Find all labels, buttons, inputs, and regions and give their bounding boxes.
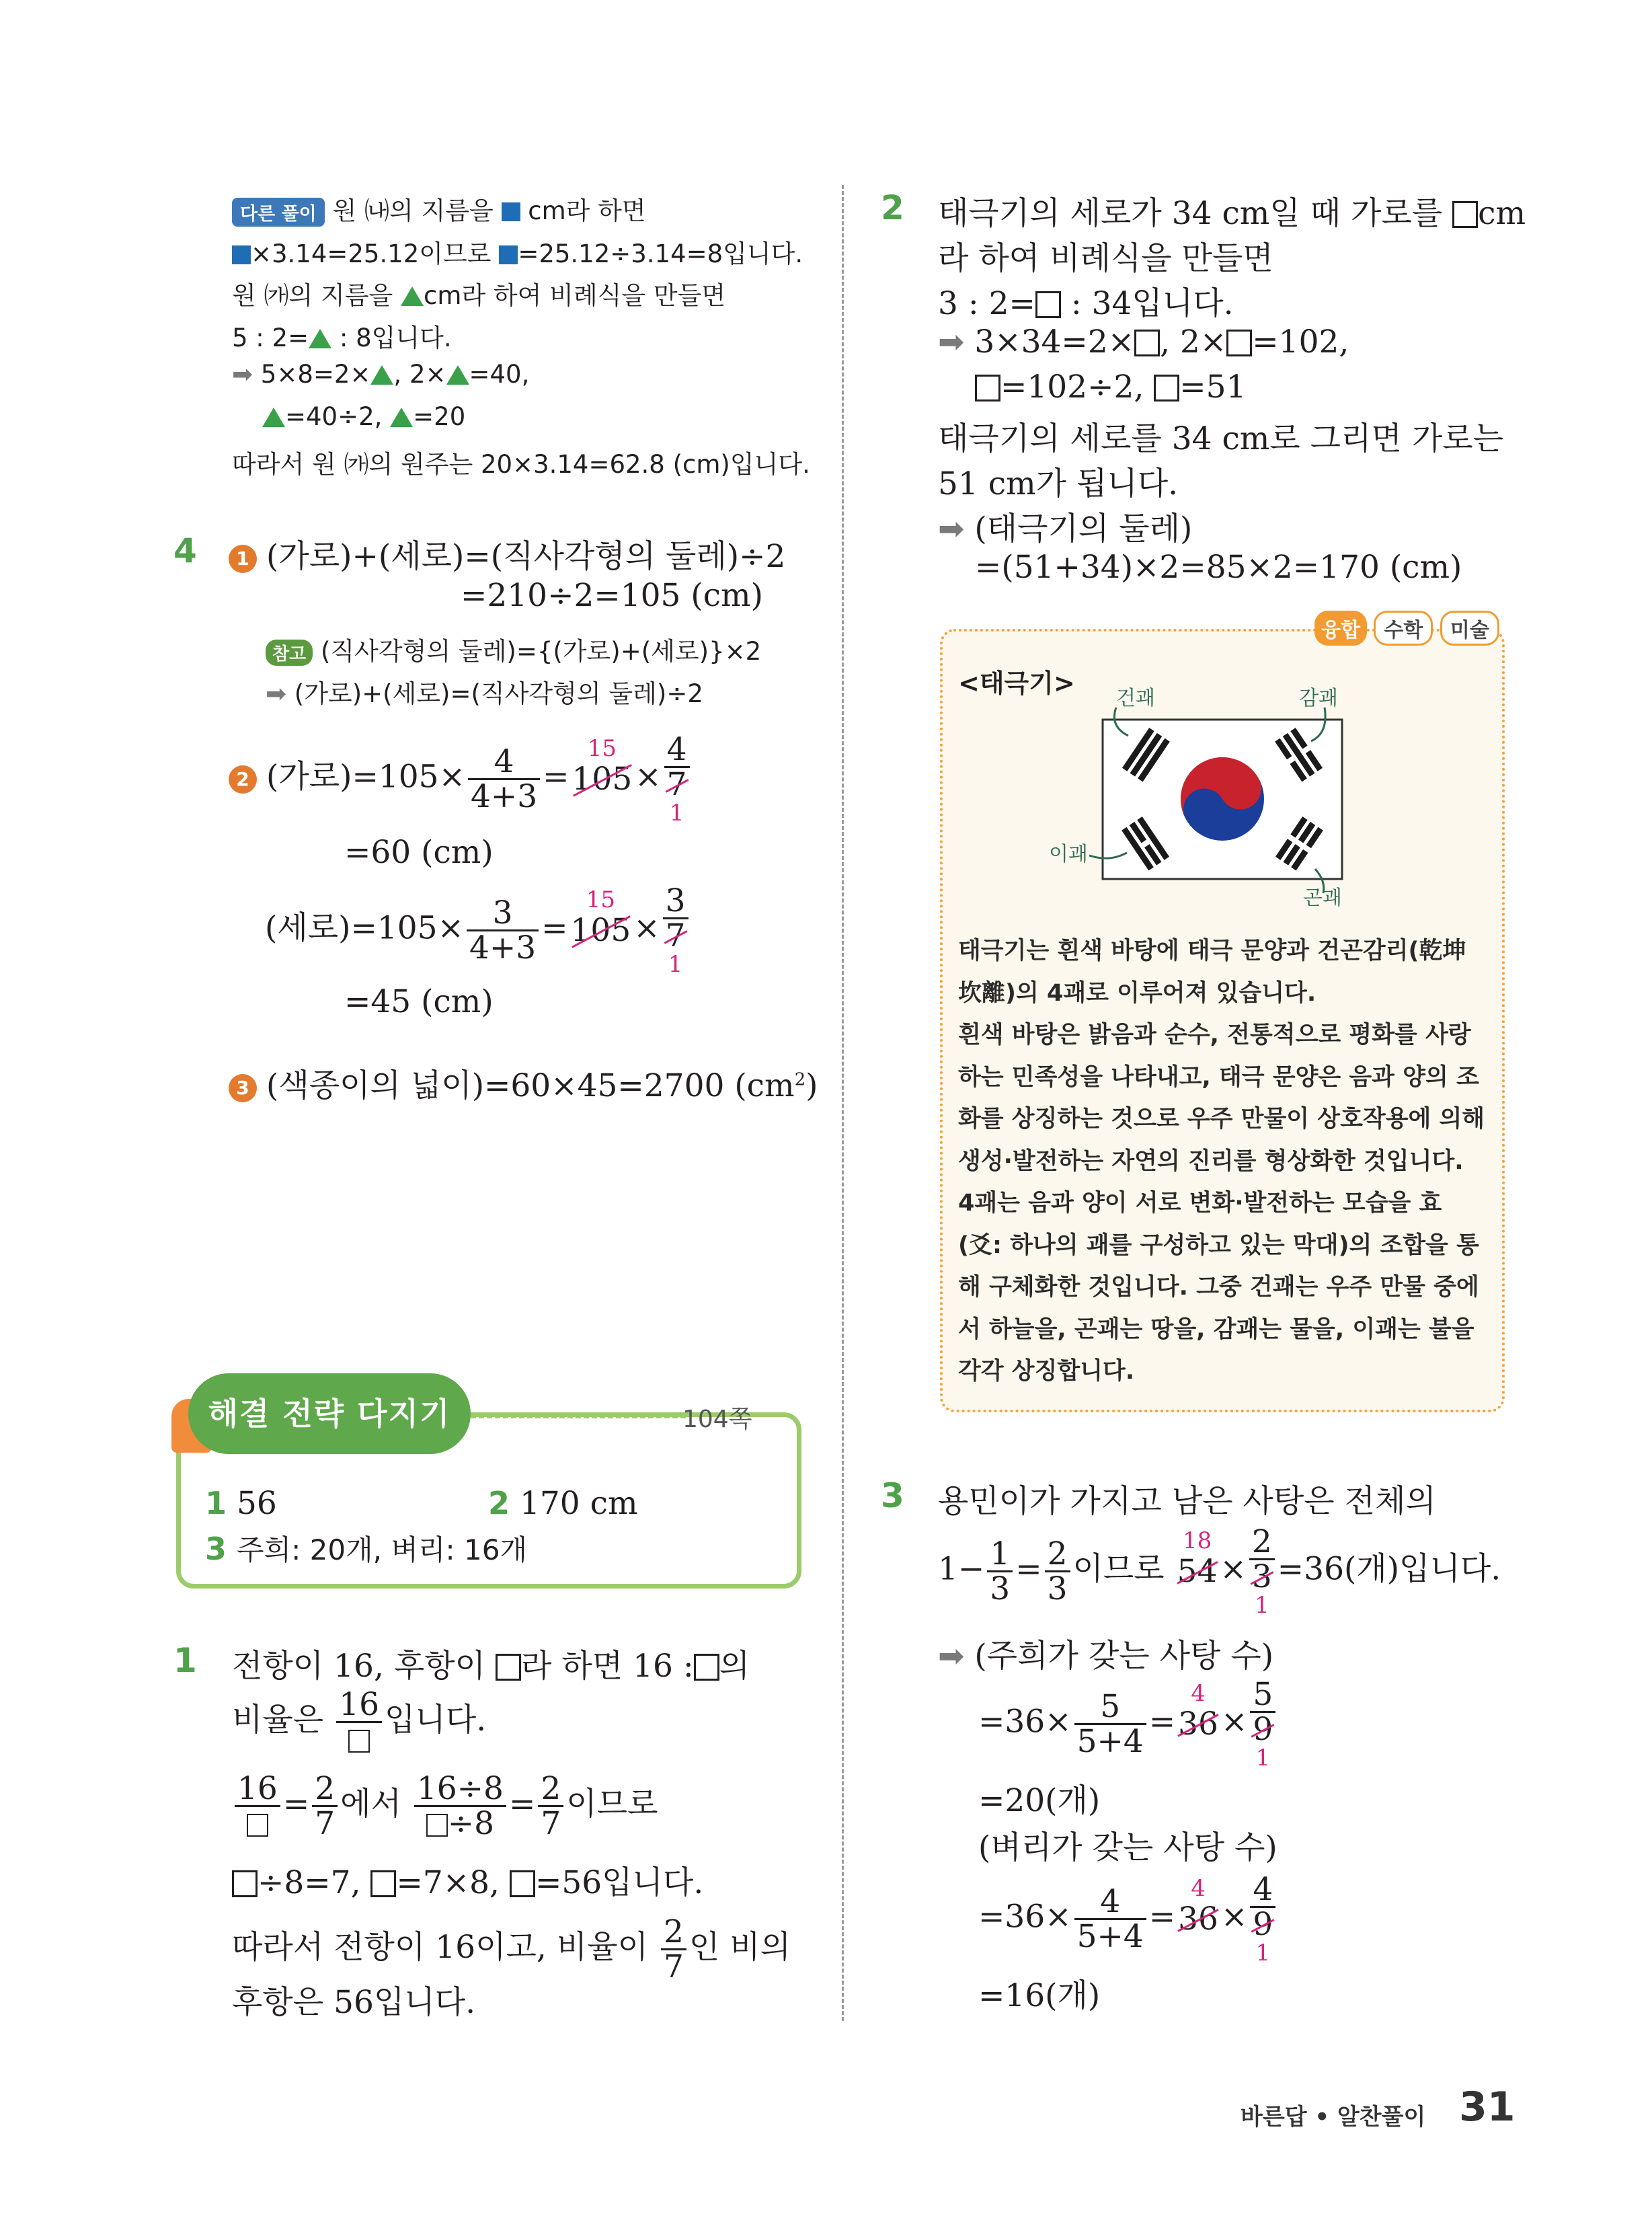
blank-box — [348, 1730, 370, 1753]
fraction: 4 9 1 — [1250, 1873, 1275, 1965]
step-3-badge: 3 — [229, 1074, 257, 1102]
p4-width-calc: 2 (가로)=105× $\frac{4}{4+3}$ = 15 105× 4 7 1 — [229, 733, 693, 825]
label-geon: 건괘 — [1116, 687, 1155, 710]
p3-line-5: =20(개) — [978, 1782, 1101, 1819]
alt-line-6: =40÷2, =20 — [262, 402, 465, 431]
page-number: 31 — [1459, 2084, 1516, 2131]
cancelled-number: 36 — [1178, 1706, 1218, 1743]
answer-3: 3 주희: 20개, 벼리: 16개 — [205, 1531, 527, 1567]
label-i: 이괘 — [1049, 843, 1088, 866]
green-triangle-icon — [262, 408, 285, 427]
answer-2: 2 170 cm — [488, 1485, 638, 1522]
p4-reference-2: ➡ (가로)+(세로)=(직사각형의 둘레)÷2 — [266, 679, 703, 708]
fraction: 5 9 1 — [1250, 1678, 1275, 1770]
blank-box — [694, 1654, 719, 1681]
p2-line-7: 51 cm가 됩니다. — [938, 465, 1179, 502]
cancelled-number: 105 — [572, 761, 633, 798]
p2-line-5: =102÷2, =51 — [975, 369, 1246, 406]
blank-box — [370, 1870, 396, 1897]
step-2-badge: 2 — [229, 765, 257, 794]
p2-line-2: 라 하여 비례식을 만들면 — [938, 240, 1273, 277]
p3-line-7: =36× $\frac{4}{5+4}$ = 4 36× 4 9 1 — [978, 1873, 1278, 1965]
p4-area-calc: 3 (색종이의 넓이)=60×45=2700 $(cm^2)$ — [229, 1061, 818, 1106]
blank-box — [1154, 375, 1179, 402]
alt-solution-tag: 다른 풀이 — [232, 198, 325, 227]
p3-line-8: =16(개) — [978, 1977, 1101, 2014]
info-title: <태극기> — [958, 668, 1075, 698]
reference-tag: 참고 — [266, 640, 313, 666]
green-triangle-icon — [446, 365, 469, 385]
info-tags: 융합 수학 미술 — [1314, 611, 1499, 646]
p4-height-calc: (세로)=105× $\frac{3}{4+3}$ = 15 105× 3 7 1 — [265, 884, 691, 977]
blank-box — [232, 1870, 258, 1897]
green-triangle-icon — [390, 408, 413, 427]
green-triangle-icon — [370, 365, 393, 385]
cancelled-number: 105 — [570, 912, 631, 950]
p4-line-1: 1 (가로)+(세로)=(직사각형의 둘레)÷2 — [229, 531, 785, 576]
p4-height-result: =45 (cm) — [344, 983, 494, 1020]
fraction: $\frac{16\div 8}{\div 8}$ — [414, 1772, 506, 1841]
p2-line-3: 3 : 2= : 34입니다. — [938, 285, 1234, 322]
label-gon: 곤괘 — [1303, 886, 1342, 908]
fraction: $\frac{4}{5+4}$ — [1074, 1885, 1146, 1954]
label-gam: 감괘 — [1299, 687, 1338, 710]
blank-box — [1226, 330, 1252, 356]
cancelled-number: 36 — [1178, 1901, 1218, 1938]
alt-line-3: 원 ㈎의 지름을 cm라 하여 비례식을 만들면 — [232, 281, 726, 310]
fraction: $\frac{2}{7}$ — [538, 1772, 563, 1841]
p3-line-1: 용민이가 가지고 남은 사탕은 전체의 — [938, 1483, 1436, 1520]
p2-line-1: 태극기의 세로가 34 cm일 때 가로를 cm — [938, 195, 1526, 232]
blank-box — [1134, 330, 1160, 356]
p1-line-1: 전항이 16, 후항이 라 하면 16 : 의 — [232, 1648, 750, 1685]
blank-box — [510, 1870, 535, 1897]
fraction: 3 7 1 — [663, 884, 689, 977]
strategy-page-ref: 104쪽 — [682, 1406, 752, 1433]
problem-3-number: 3 — [881, 1476, 904, 1515]
green-triangle-icon — [401, 286, 424, 306]
taegukgi-flag-figure — [1049, 679, 1399, 908]
fraction: $\frac{2}{7}$ — [312, 1772, 338, 1841]
blue-square-icon — [499, 245, 518, 264]
p1-line-6: 후항은 56입니다. — [232, 1984, 476, 2021]
p3-line-6: (벼리가 갖는 사탕 수) — [978, 1829, 1277, 1866]
p2-line-8: ➡ (태극기의 둘레) — [938, 510, 1193, 547]
problem-4-number: 4 — [173, 531, 197, 570]
right-arrow-icon: ➡ — [232, 360, 253, 389]
right-arrow-icon: ➡ — [938, 1638, 965, 1675]
alt-line-1: 다른 풀이 원 ㈏의 지름을 cm라 하면 — [232, 190, 646, 227]
blank-box — [247, 1814, 268, 1837]
problem-1-number: 1 — [173, 1641, 197, 1680]
blank-box — [1035, 291, 1061, 318]
alt-line-2: ×3.14=25.12이므로 =25.12÷3.14=8입니다. — [232, 233, 803, 270]
problem-2-number: 2 — [881, 188, 904, 227]
fraction: 4 7 1 — [664, 733, 690, 825]
p1-line-4: ÷8=7, =7×8, =56입니다. — [232, 1858, 703, 1903]
fraction: $\frac{2}{3}$ — [1045, 1537, 1070, 1606]
fraction: $\frac{3}{4+3}$ — [467, 896, 539, 965]
p4-reference-1: 참고 (직사각형의 둘레)={(가로)+(세로)}×2 — [266, 631, 761, 667]
blank-box — [975, 375, 1000, 402]
info-body: 태극기는 흰색 바탕에 태극 문양과 건곤감리(乾坤 坎離)의 4괘로 이루어져 있습니다. 흰색 바탕은 밝음과 순수, 전통적으로 평화를 사랑 하는 민족성을 나타내고, 태극 문양은 음과 양의 조 화를 상징하는 것으로 우주 만물이 상호작용에 의해 생성·발전하는 자연의 진리를 형상화한 것입니다. 4괘는 음과 양이 서로 변화·발전하는 모습을 효 (爻: 하나의 괘를 구성하고 있는 막대)의 조합을 통 해 구체화한 것입니다. 그중 건괘는 우주 만물 중에 서 하늘을, 곤괘는 땅을, 감괘는 물을, 이괘는 불을 각각 상징합니다. — [958, 938, 1485, 1385]
footer-label: 바른답 • 알찬풀이 — [1241, 2104, 1426, 2131]
p2-line-9: =(51+34)×2=85×2=170 (cm) — [975, 549, 1462, 586]
alt-line-4: 5 : 2= : 8입니다. — [232, 323, 452, 352]
green-triangle-icon — [309, 329, 331, 348]
strategy-title: 해결 전략 다지기 — [188, 1373, 471, 1454]
p4-width-result: =60 (cm) — [344, 834, 494, 871]
p4-line-2: =210÷2=105 (cm) — [461, 577, 763, 614]
fraction: $\frac{4}{4+3}$ — [468, 745, 540, 814]
blank-box — [1452, 201, 1478, 228]
cancelled-number: 54 — [1177, 1553, 1218, 1591]
p2-line-4: ➡ 3×34=2× , 2× =102, — [938, 323, 1349, 360]
p3-line-4: =36× $\frac{5}{5+4}$ = 4 36× 5 9 1 — [978, 1678, 1278, 1770]
p3-line-2: 1− $\frac{1}{3}$ = $\frac{2}{3}$ 이므로 18 54× 2 3 1 =36(개)입니다. — [938, 1523, 1501, 1619]
blank-box — [426, 1814, 448, 1837]
fraction: 16 — [336, 1688, 382, 1757]
p2-line-6: 태극기의 세로를 34 cm로 그리면 가로는 — [938, 420, 1504, 457]
right-arrow-icon: ➡ — [266, 679, 287, 708]
blue-square-icon — [502, 202, 520, 221]
blue-square-icon — [232, 245, 251, 264]
p1-line-3: 16 = $\frac{2}{7}$ 에서 $\frac{16\div 8}{\div 8}$ = $\frac{2}{7}$ 이므로 — [232, 1772, 658, 1841]
p1-line-5: 따라서 전항이 16이고, 비율이 $\frac{2}{7}$ 인 비의 — [232, 1913, 791, 1986]
fraction: $\frac{2}{7}$ — [661, 1915, 686, 1984]
p3-line-3: ➡ (주희가 갖는 사탕 수) — [938, 1638, 1274, 1675]
right-arrow-icon: ➡ — [938, 323, 965, 360]
fraction: $\frac{5}{5+4}$ — [1074, 1690, 1146, 1759]
answer-1: 1 56 — [205, 1485, 277, 1522]
column-divider — [842, 185, 844, 2021]
step-1-badge: 1 — [229, 545, 257, 573]
fraction: 16 — [235, 1772, 280, 1841]
fraction: $\frac{1}{3}$ — [987, 1537, 1013, 1606]
alt-line-5: ➡ 5×8=2× , 2× =40, — [232, 360, 530, 389]
blank-box — [496, 1654, 521, 1681]
alt-line-7: 따라서 원 ㈎의 원주는 20×3.14=62.8 (cm)입니다. — [232, 450, 810, 479]
p1-line-2: 비율은 16 입니다. — [232, 1688, 486, 1757]
strategy-dashes — [471, 1416, 686, 1418]
right-arrow-icon: ➡ — [938, 510, 965, 547]
fraction: 2 3 1 — [1249, 1525, 1275, 1617]
